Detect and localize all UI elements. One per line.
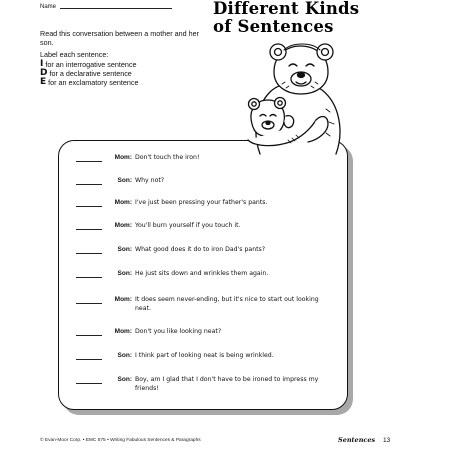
speaker-label: Mom:	[114, 222, 132, 229]
conversation-row	[76, 328, 335, 337]
title-line-1: Different Kinds	[213, 0, 360, 18]
footer-section: Sentences	[338, 436, 376, 444]
answer-blank[interactable]	[76, 177, 102, 185]
speaker-label: Son:	[117, 352, 132, 359]
answer-blank[interactable]	[76, 296, 102, 304]
conversation-row	[76, 222, 335, 231]
page-number: 13	[382, 437, 391, 444]
answer-blank[interactable]	[76, 222, 102, 230]
speaker-label: Mom:	[114, 199, 132, 206]
answer-blank[interactable]	[76, 246, 102, 254]
footer-copyright: © Evan-Moor Corp. • EMC 575 • Writing Fabulous Sentences & Paragraphs	[40, 438, 201, 443]
label-letter: D	[40, 68, 48, 78]
speaker-label: Mom:	[114, 328, 132, 335]
speaker-label: Son:	[117, 246, 132, 253]
speaker-label: Son:	[117, 376, 132, 383]
conversation-row	[76, 177, 335, 186]
speaker-label: Son:	[117, 177, 132, 184]
label-text: for an interrogative sentence	[45, 60, 137, 69]
instructions-label-prompt: Label each sentence:	[40, 50, 109, 59]
speaker-label: Son:	[117, 270, 132, 277]
answer-blank[interactable]	[76, 352, 102, 360]
sentence-text: He just sits down and wrinkles them again.	[135, 270, 269, 277]
label-text: for a declarative sentence	[49, 69, 132, 78]
answer-blank[interactable]	[76, 328, 102, 336]
conversation-row	[76, 246, 335, 255]
conversation-row	[76, 199, 335, 208]
sentence-text: Boy, am I glad that I don't have to be ironed to impress my friends!	[135, 376, 319, 392]
sentence-text: Why not?	[135, 177, 165, 184]
answer-blank[interactable]	[76, 270, 102, 278]
conversation-row	[76, 296, 335, 313]
sentence-text: It does seem never-ending, but it's nice to start out looking neat.	[135, 296, 319, 312]
answer-blank[interactable]	[76, 154, 102, 162]
label-text: for an exclamatory sentence	[48, 78, 139, 87]
sentence-text: You'll burn yourself if you touch it.	[135, 222, 241, 229]
answer-blank[interactable]	[76, 199, 102, 207]
conversation-row	[76, 376, 335, 393]
footer-page-info	[338, 436, 390, 444]
speaker-label: Mom:	[114, 154, 132, 161]
sentence-text: I've just been pressing your father's pants.	[135, 199, 268, 206]
sentence-text: I think part of looking neat is being wrinkled.	[135, 352, 274, 359]
label-letter: I	[40, 59, 44, 69]
conversation-row	[76, 270, 335, 279]
instructions-intro: Read this conversation between a mother and her son.	[40, 29, 200, 47]
conversation-row	[76, 352, 335, 361]
label-letter: E	[40, 77, 47, 87]
sentence-text: Don't you like looking neat?	[135, 328, 222, 335]
conversation-row	[76, 154, 335, 163]
answer-blank[interactable]	[76, 376, 102, 384]
title-line-2: of Sentences	[213, 17, 334, 36]
name-label: Name	[40, 4, 57, 10]
speaker-label: Mom:	[114, 296, 132, 303]
sentence-text: What good does it do to iron Dad's pants?	[135, 246, 266, 253]
sentence-text: Don't touch the iron!	[135, 154, 200, 161]
